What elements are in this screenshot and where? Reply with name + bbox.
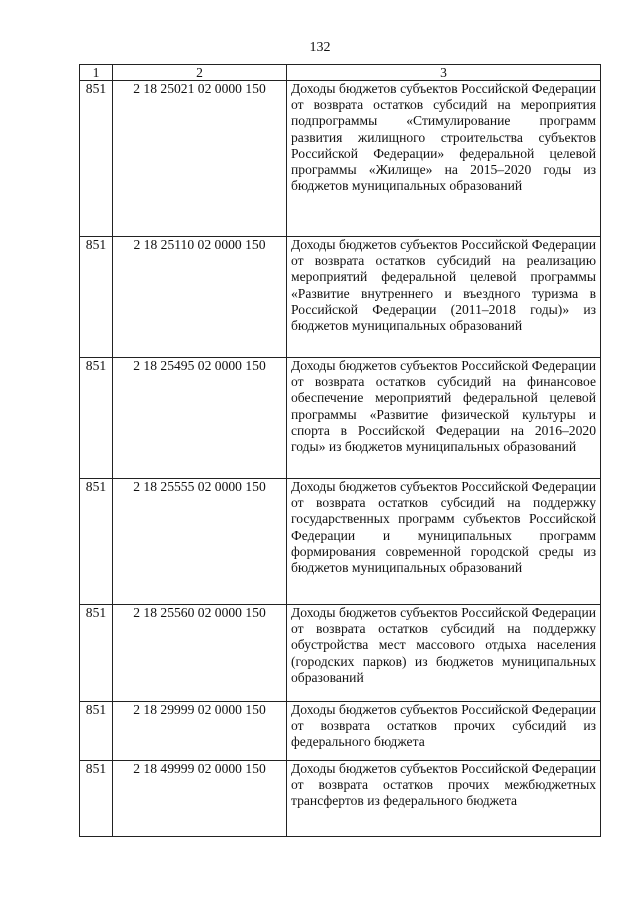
table-row [80, 237, 601, 358]
admin-code: 851 [80, 237, 113, 358]
admin-code: 851 [80, 479, 113, 605]
budget-code: 2 18 49999 02 0000 150 [113, 761, 287, 837]
income-description: Доходы бюджетов субъектов Российской Федерации от возврата остатков субсидий на мероприятия подпрограммы «Стимулирование программ развития жилищного строительства субъектов Российской Федерации» федеральной целевой программы «Жилище» на 2015–2020 годы из бюджетов муниципальных образований [287, 81, 601, 237]
budget-code: 2 18 25560 02 0000 150 [113, 605, 287, 702]
budget-code: 2 18 25021 02 0000 150 [113, 81, 287, 237]
budget-code: 2 18 25495 02 0000 150 [113, 358, 287, 479]
table-header-row [80, 65, 601, 81]
income-description: Доходы бюджетов субъектов Российской Федерации от возврата остатков субсидий на финансовое обеспечение мероприятий федеральной целевой программы «Развитие физической культуры и спорта в Российской Федерации на 2016–2020 годы» из бюджетов муниципальных образований [287, 358, 601, 479]
admin-code: 851 [80, 81, 113, 237]
admin-code: 851 [80, 761, 113, 837]
income-description: Доходы бюджетов субъектов Российской Федерации от возврата остатков прочих субсидий из федерального бюджета [287, 702, 601, 761]
admin-code: 851 [80, 605, 113, 702]
admin-code: 851 [80, 358, 113, 479]
column-header-2: 2 [113, 65, 287, 81]
table-row [80, 702, 601, 761]
table-row [80, 479, 601, 605]
budget-code: 2 18 25110 02 0000 150 [113, 237, 287, 358]
income-description: Доходы бюджетов субъектов Российской Федерации от возврата остатков субсидий на поддержку государственных программ субъектов Российской Федерации и муниципальных программ формирования современной городской среды из бюджетов муниципальных образований [287, 479, 601, 605]
income-description: Доходы бюджетов субъектов Российской Федерации от возврата остатков прочих межбюджетных трансфертов из федерального бюджета [287, 761, 601, 837]
column-header-3: 3 [287, 65, 601, 81]
page-number: 132 [309, 40, 331, 55]
budget-classification-table [79, 64, 601, 837]
table-row [80, 81, 601, 237]
table-row [80, 605, 601, 702]
admin-code: 851 [80, 702, 113, 761]
budget-code: 2 18 29999 02 0000 150 [113, 702, 287, 761]
income-description: Доходы бюджетов субъектов Российской Федерации от возврата остатков субсидий на поддержку обустройства мест массового отдыха населения (городских парков) из бюджетов муниципальных образований [287, 605, 601, 702]
budget-code: 2 18 25555 02 0000 150 [113, 479, 287, 605]
column-header-1: 1 [80, 65, 113, 81]
income-description: Доходы бюджетов субъектов Российской Федерации от возврата остатков субсидий на реализацию мероприятий федеральной целевой программы «Развитие внутреннего и въездного туризма в Российской Федерации (2011–2018 годы)» из бюджетов муниципальных образований [287, 237, 601, 358]
table-row [80, 761, 601, 837]
table-row [80, 358, 601, 479]
